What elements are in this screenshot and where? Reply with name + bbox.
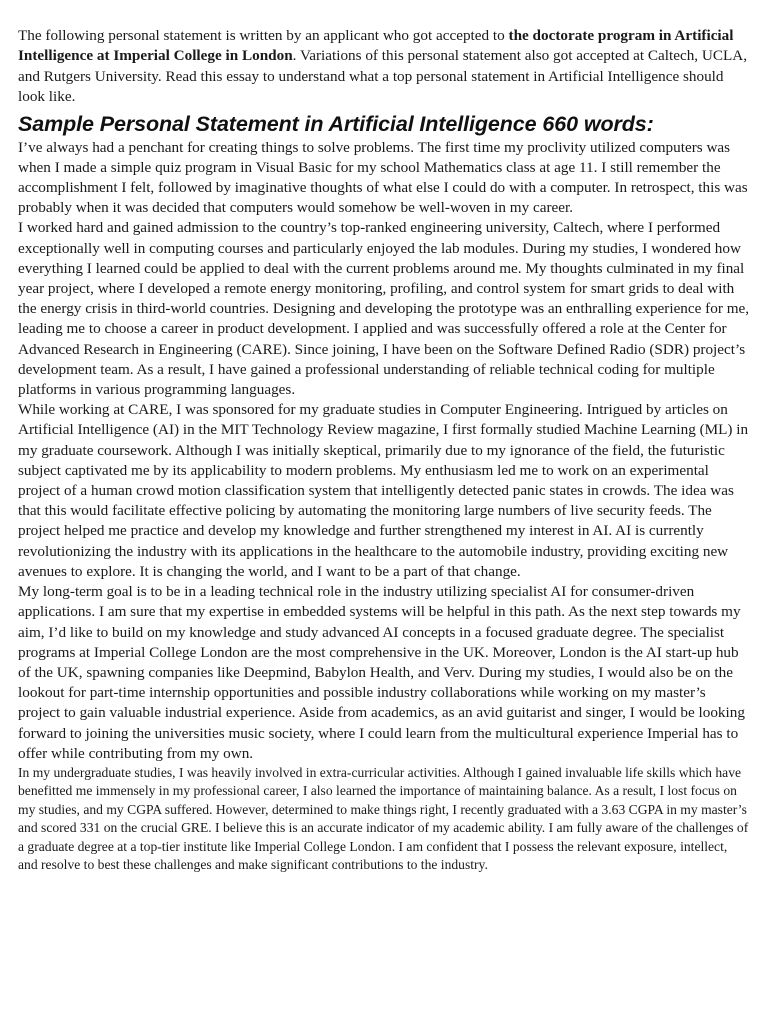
statement-paragraph-3: While working at CARE, I was sponsored for my graduate studies in Computer Engineering. Intrigued by articles on Artificial Intelligence (AI) in the MIT Technology Review magazine, I first formally studied Machine Learning (ML) in my graduate coursework. Although I was initially skeptical, primarily due to my ignorance of the field, the futuristic subject captivated me by its applicability to modern problems. My enthusiasm led me to work on an experimental project of a human crowd motion classification system that intelligently detected panic states in crowds. The idea was that this would facilitate effective policing by automating the monitoring large numbers of live security feeds. The project helped me practice and develop my knowledge and further strengthened my interest in AI. AI is currently revolutionizing the industry with its applications in the healthcare to the automobile industry, providing exciting new avenues to explore. It is changing the world, and I want to be a part of that change. <box>18 401 749 580</box>
intro-program-highlight: the doctorate program in Artificial Intelligence at Imperial College in London <box>18 27 734 65</box>
statement-paragraph-1: I’ve always had a penchant for creating things to solve problems. The first time my proclivity utilized computers was when I made a simple quiz program in Visual Basic for my school Mathematics class at age 11. I still remember the accomplishment I felt, followed by imaginative thoughts of what else I could do with a computer. In retrospect, this was probably when it was decided that computers would somehow be well-woven in my career. <box>18 138 748 217</box>
intro-text-end: . Variations of this personal statement also got accepted at Caltech, UCLA, and Rutgers University. Read this essay to understand what a top personal statement in Artificial Intelligence should look like. <box>18 47 748 106</box>
statement-paragraph-4: My long-term goal is to be in a leading technical role in the industry utilizing specialist AI for consumer-driven applications. I am sure that my expertise in embedded systems will be helpful in this path. As the next step towards my aim, I’d like to build on my knowledge and study advanced AI concepts in a focused graduate degree. The specialist programs at Imperial College London are the most comprehensive in the UK. Moreover, London is the AI start-up hub of the UK, spawning companies like Deepmind, Babylon Health, and Verv. During my studies, I would also be on the lookout for part-time internship opportunities and possible industry collaborations while working on my master’s project to gain valuable industrial experience. Aside from academics, as an avid guitarist and singer, I would be looking forward to joining the universities music society, where I could learn from the multicultural experience Imperial has to offer while contributing from my own. <box>18 583 745 762</box>
statement-body <box>18 138 750 875</box>
statement-paragraph-2: I worked hard and gained admission to the country’s top-ranked engineering university, Caltech, where I performed exceptionally well in computing courses and particularly enjoyed the lab modules. During my studies, I wondered how everything I learned could be applied to deal with the current problems around me. My thoughts culminated in my final year project, where I developed a remote energy monitoring, profiling, and control system for smart grids to deal with the energy crisis in third-world countries. Designing and developing the prototype was an enthralling experience for me, leading me to choose a career in product development. I applied and was successfully offered a role at the Center for Advanced Research in Engineering (CARE). Since joining, I have been on the Software Defined Radio (SDR) project’s development team. As a result, I have gained a professional understanding of reliable technical coding for multiple platforms in various programming languages. <box>18 219 750 399</box>
intro-text-start: The following personal statement is written by an applicant who got accepted to <box>18 27 509 44</box>
intro-paragraph <box>18 26 750 108</box>
statement-paragraph-5: In my undergraduate studies, I was heavily involved in extra-curricular activities. Although I gained invaluable life skills which have benefitted me immensely in my professional career, I also learned the importance of maintaining balance. As a result, I lost focus on my studies, and my CGPA suffered. However, determined to make things right, I recently graduated with a 3.63 CGPA in my master’s and scored 331 on the crucial GRE. I believe this is an accurate indicator of my academic ability. I am fully aware of the challenges of a graduate degree at a top-tier institute like Imperial College London. I am confident that I possess the relevant exposure, intellect, and resolve to best these challenges and make significant contributions to the industry. <box>18 764 749 872</box>
statement-heading: Sample Personal Statement in Artificial Intelligence 660 words: <box>18 111 654 136</box>
